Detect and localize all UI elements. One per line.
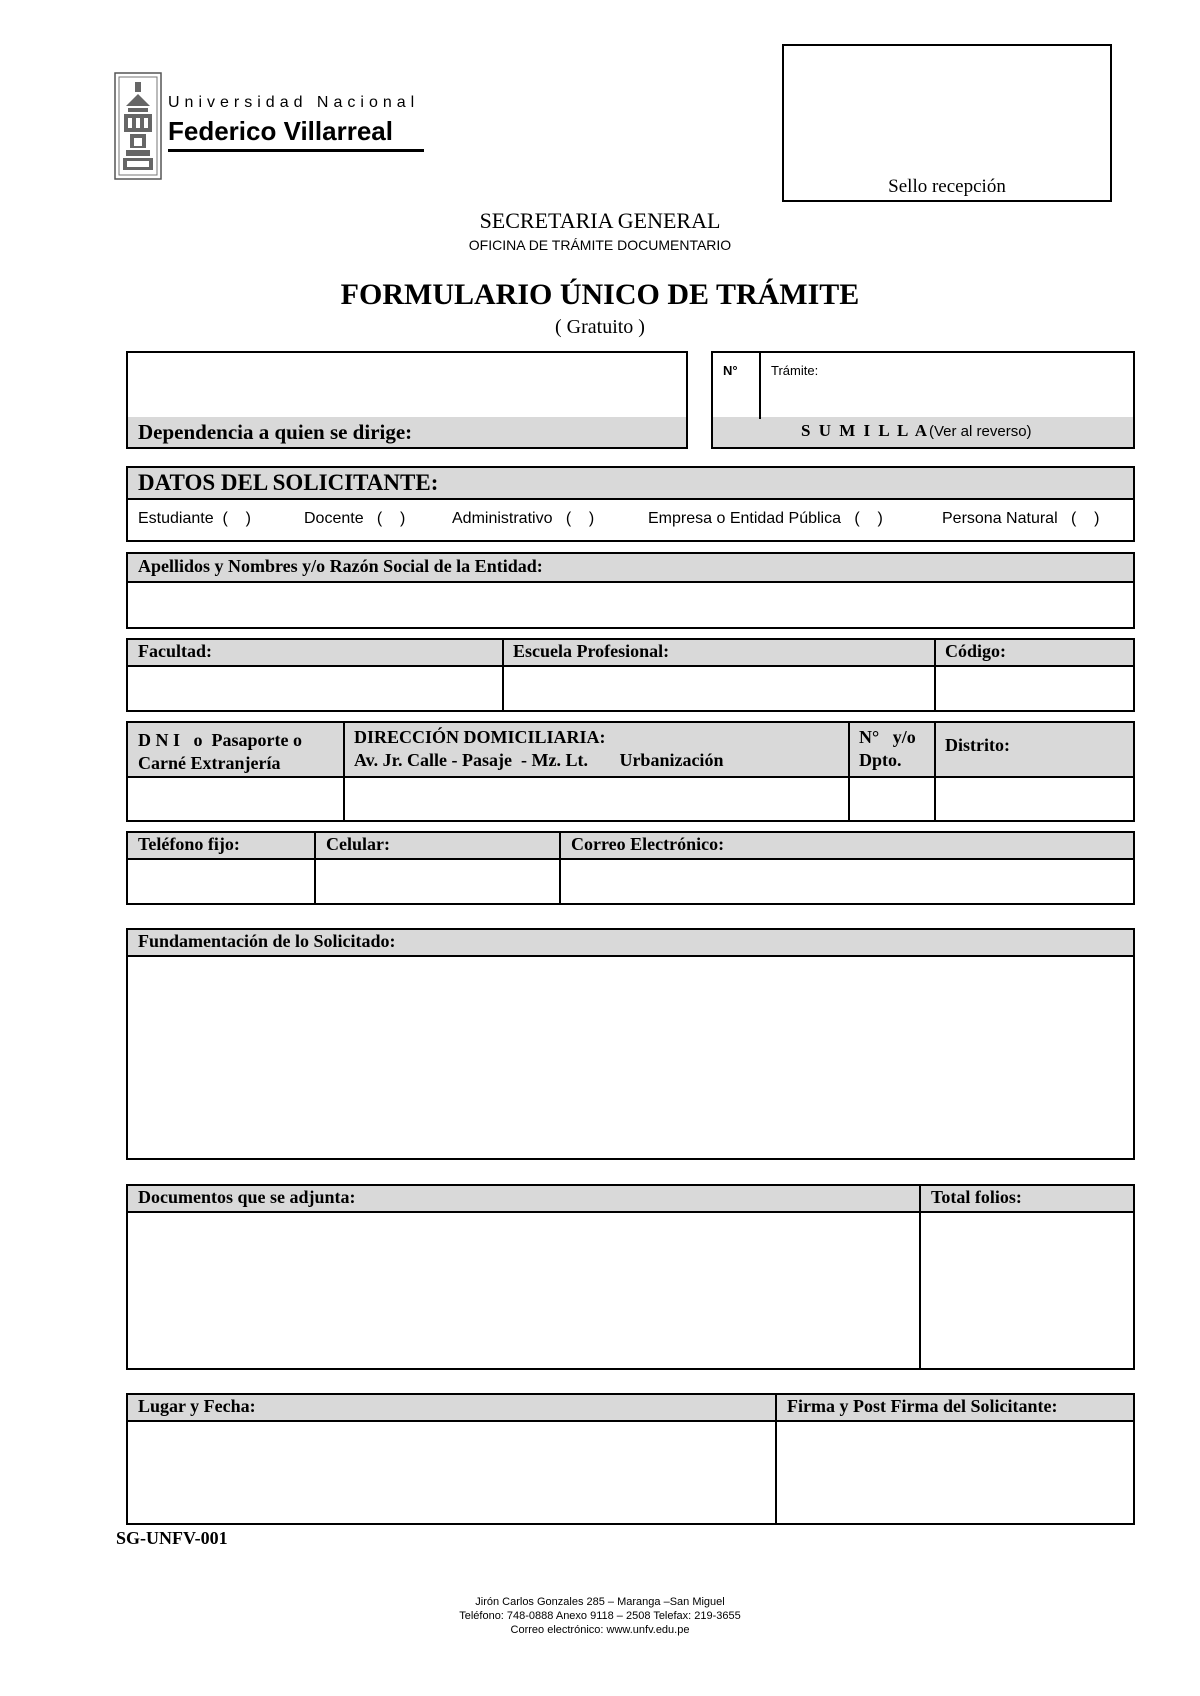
numero-label: N° — [723, 363, 738, 378]
contacto-section — [126, 831, 1135, 905]
total-folios-field[interactable] — [921, 1213, 1133, 1368]
apellidos-label: Apellidos y Nombres y/o Razón Social de la Entidad: — [138, 556, 543, 576]
numero-dpto-label-line1: N° y/o — [859, 727, 916, 747]
office-title: SECRETARIA GENERAL — [479, 208, 721, 233]
documentos-section — [126, 1184, 1135, 1370]
type-docente[interactable]: Docente ( ) — [304, 510, 406, 527]
footer-email: Correo electrónico: www.unfv.edu.pe — [510, 1624, 690, 1636]
sumilla-note: (Ver al reverso) — [929, 423, 1032, 440]
telefono-label: Teléfono fijo: — [138, 834, 240, 854]
sumilla-box — [711, 351, 1135, 449]
page-title: FORMULARIO ÚNICO DE TRÁMITE — [340, 278, 860, 311]
solicitante-header-line — [128, 498, 1133, 500]
logo-line2: Federico Villarreal — [168, 116, 393, 146]
lugar-fecha-field[interactable] — [128, 1422, 775, 1523]
celular-field[interactable] — [316, 860, 559, 903]
university-seal-icon — [114, 72, 162, 180]
facultad-section — [126, 638, 1135, 712]
tramite-number-field[interactable] — [761, 379, 1133, 417]
solicitante-section — [126, 466, 1135, 542]
total-folios-label: Total folios: — [931, 1187, 1022, 1207]
stamp-label: Sello recepción — [888, 176, 1006, 197]
university-logo — [114, 72, 434, 180]
documentos-field[interactable] — [128, 1213, 919, 1368]
codigo-field[interactable] — [936, 667, 1133, 710]
facultad-label: Facultad: — [138, 641, 212, 661]
fundamentacion-field[interactable] — [128, 957, 1133, 1158]
stamp-box — [782, 44, 1112, 202]
celular-label: Celular: — [326, 834, 390, 854]
numero-dpto-field[interactable] — [850, 778, 934, 820]
footer-phone: Teléfono: 748-0888 Anexo 9118 – 2508 Telefax: 219-3655 — [459, 1610, 741, 1622]
dni-label-line1: D N I o Pasaporte o — [138, 730, 302, 750]
type-estudiante[interactable]: Estudiante ( ) — [138, 510, 251, 527]
logo-line1: Universidad Nacional — [168, 94, 420, 111]
logo-underline — [168, 149, 424, 152]
documentos-label: Documentos que se adjunta: — [138, 1187, 356, 1207]
firma-section — [126, 1393, 1135, 1525]
escuela-field[interactable] — [504, 667, 934, 710]
apellidos-field[interactable] — [128, 583, 1133, 627]
tramite-label: Trámite: — [771, 363, 819, 378]
direccion-section — [126, 721, 1135, 822]
correo-label: Correo Electrónico: — [571, 834, 725, 854]
lugar-fecha-label: Lugar y Fecha: — [138, 1396, 256, 1416]
apellidos-section — [126, 552, 1135, 629]
correo-field[interactable] — [561, 860, 1133, 903]
footer-address: Jirón Carlos Gonzales 285 – Maranga –San Miguel — [475, 1596, 725, 1608]
direccion-label-line2: Av. Jr. Calle - Pasaje - Mz. Lt. Urbanización — [354, 750, 724, 770]
dni-label-line2: Carné Extranjería — [138, 753, 281, 773]
dependencia-label: Dependencia a quien se dirige: — [138, 420, 413, 444]
telefono-field[interactable] — [128, 860, 314, 903]
dependencia-box[interactable] — [126, 351, 688, 449]
direccion-field[interactable] — [345, 778, 848, 820]
direccion-label-line1: DIRECCIÓN DOMICILIARIA: — [354, 727, 606, 747]
sub-office-title: OFICINA DE TRÁMITE DOCUMENTARIO — [468, 237, 732, 253]
firma-label: Firma y Post Firma del Solicitante: — [787, 1396, 1058, 1416]
firma-field[interactable] — [777, 1422, 1133, 1523]
page-subtitle: ( Gratuito ) — [555, 316, 645, 338]
dni-field[interactable] — [128, 778, 343, 820]
distrito-label: Distrito: — [945, 735, 1010, 755]
solicitante-title: DATOS DEL SOLICITANTE: — [138, 470, 439, 495]
fundamentacion-section — [126, 928, 1135, 1160]
escuela-label: Escuela Profesional: — [513, 641, 670, 661]
sumilla-title: S U M I L L A — [801, 421, 930, 440]
fundamentacion-label: Fundamentación de lo Solicitado: — [138, 931, 396, 951]
facultad-field[interactable] — [128, 667, 502, 710]
type-persona-natural[interactable]: Persona Natural ( ) — [942, 510, 1100, 527]
type-administrativo[interactable]: Administrativo ( ) — [452, 510, 595, 527]
codigo-label: Código: — [945, 641, 1007, 661]
distrito-field[interactable] — [936, 778, 1133, 820]
numero-dpto-label-line2: Dpto. — [859, 750, 902, 770]
type-empresa[interactable]: Empresa o Entidad Pública ( ) — [648, 510, 883, 527]
form-code: SG-UNFV-001 — [116, 1528, 228, 1548]
